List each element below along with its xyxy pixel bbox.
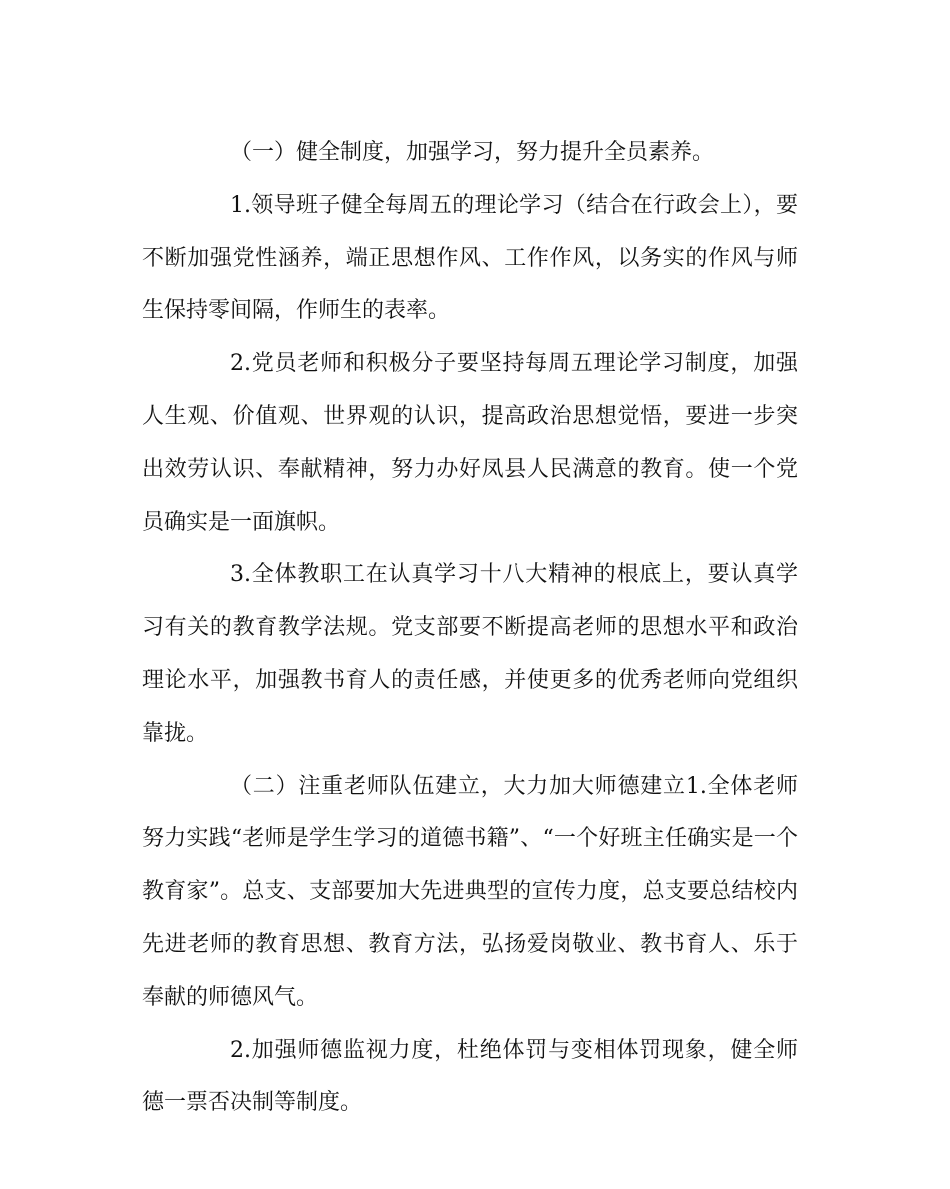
- section-heading-1: （一）健全制度，加强学习，努力提升全员素养。: [230, 140, 715, 165]
- section-heading-2: （二）注重老师队伍建立，大力加大师德建立1.全体老师努力实践“老师是学生学习的道德书籍”、“一个好班主任确实是一个教育家”。总支、支部要加大先进典型的宣传力度，总支要总结校内先进老师的教育思想、教育方法，弘扬爱岗敬业、教书育人、乐于奉献的师德风气。: [142, 773, 798, 1010]
- document-body: [142, 127, 798, 1130]
- paragraph-item-1: 1.领导班子健全每周五的理论学习（结合在行政会上），要不断加强党性涵养，端正思想作风、工作作风，以务实的作风与师生保持零间隔，作师生的表率。: [142, 192, 798, 324]
- paragraph-item-2: 2.党员老师和积极分子要坚持每周五理论学习制度，加强人生观、价值观、世界观的认识，提高政治思想觉悟，要进一步突出效劳认识、奉献精神，努力办好凤县人民满意的教育。使一个党员确实是一面旗帜。: [142, 351, 798, 535]
- paragraph-item-3: 3.全体教职工在认真学习十八大精神的根底上，要认真学习有关的教育教学法规。党支部要不断提高老师的思想水平和政治理论水平，加强教书育人的责任感，并使更多的优秀老师向党组织靠拢。: [142, 562, 798, 746]
- paragraph-item-4: 2.加强师德监视力度，杜绝体罚与变相体罚现象，健全师德一票否决制等制度。: [142, 1037, 798, 1116]
